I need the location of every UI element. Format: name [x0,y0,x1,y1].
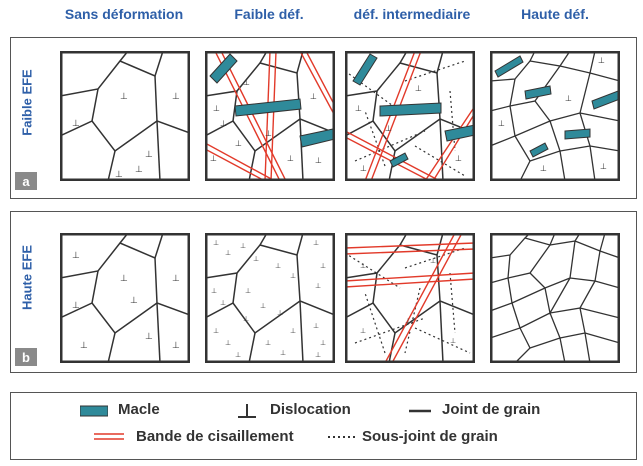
svg-text:⊥: ⊥ [455,154,462,163]
svg-text:⊥: ⊥ [235,139,242,148]
svg-text:⊥: ⊥ [135,165,143,175]
svg-text:⊥: ⊥ [220,299,227,307]
svg-text:⊥: ⊥ [235,351,242,359]
svg-text:⊥: ⊥ [315,282,322,290]
svg-text:⊥: ⊥ [565,94,572,103]
svg-text:⊥: ⊥ [313,239,320,247]
svg-text:⊥: ⊥ [405,317,412,325]
row-label-faible-efe: Faible EFE [19,69,35,136]
svg-text:⊥: ⊥ [220,119,227,128]
svg-text:⊥: ⊥ [80,341,88,351]
grain-square-b-sans-deformation [60,233,190,363]
svg-text:⊥: ⊥ [115,170,123,180]
svg-text:⊥: ⊥ [360,164,367,173]
svg-text:⊥: ⊥ [498,119,505,128]
svg-text:⊥: ⊥ [72,251,80,261]
legend-dislocation-label: Dislocation [270,401,351,418]
svg-text:⊥: ⊥ [355,104,362,113]
svg-text:⊥: ⊥ [290,272,297,280]
svg-text:⊥: ⊥ [287,154,294,163]
svg-text:⊥: ⊥ [310,92,317,101]
svg-text:⊥: ⊥ [240,242,247,250]
svg-text:⊥: ⊥ [275,262,282,270]
svg-text:⊥: ⊥ [213,239,220,247]
svg-text:⊥: ⊥ [360,327,367,335]
svg-text:⊥: ⊥ [360,262,367,270]
sous-joint-de-grain-line [328,434,356,440]
svg-text:⊥: ⊥ [172,341,180,351]
svg-text:⊥: ⊥ [120,92,128,102]
svg-text:⊥: ⊥ [210,154,217,163]
column-heading-faible-def: Faible déf. [234,6,304,22]
svg-text:⊥: ⊥ [213,104,220,113]
panel-tag-b: b [15,348,37,366]
svg-text:⊥: ⊥ [540,164,547,173]
svg-text:⊥: ⊥ [598,56,605,65]
svg-text:⊥: ⊥ [320,339,327,347]
svg-text:⊥: ⊥ [172,92,180,102]
svg-text:⊥: ⊥ [600,162,607,171]
macle-swatch [80,405,108,417]
svg-text:⊥: ⊥ [225,249,232,257]
grain-square-b-faible-def [205,233,335,363]
grain-square-a-haute-def [490,51,620,181]
svg-text:⊥: ⊥ [320,262,327,270]
row-label-haute-efe: Haute EFE [19,245,35,311]
svg-text:⊥: ⊥ [172,274,180,284]
grain-square-b-haute-def [490,233,620,363]
legend-sous-joint-de-grain-label: Sous-joint de grain [362,428,498,445]
column-heading-sans-deformation: Sans déformation [64,6,184,22]
svg-text:⊥: ⊥ [145,150,153,160]
svg-text:⊥: ⊥ [313,322,320,330]
grain-square-a-faible-def [205,51,335,181]
svg-text:⊥: ⊥ [145,332,153,342]
legend-bande-de-cisaillement-label: Bande de cisaillement [136,428,294,445]
svg-text:⊥: ⊥ [385,124,392,133]
svg-text:⊥: ⊥ [260,302,267,310]
svg-text:⊥: ⊥ [120,274,128,284]
svg-text:⊥: ⊥ [130,296,138,306]
grain-square-b-def-intermediaire [345,233,475,363]
svg-text:⊥: ⊥ [265,129,272,138]
grain-square-a-def-intermediaire [345,51,475,181]
svg-text:⊥: ⊥ [315,351,322,359]
svg-text:⊥: ⊥ [213,327,220,335]
svg-text:⊥: ⊥ [277,309,284,317]
bande-de-cisaillement-line [94,432,124,442]
svg-text:⊥: ⊥ [450,337,457,345]
svg-text:⊥: ⊥ [280,349,287,357]
svg-text:⊥: ⊥ [315,156,322,165]
svg-text:⊥: ⊥ [243,78,250,87]
svg-text:⊥: ⊥ [72,301,80,311]
grain-square-a-sans-deformation [60,51,190,181]
svg-text:⊥: ⊥ [290,327,297,335]
svg-text:⊥: ⊥ [430,257,437,265]
panel-tag-a: a [15,172,37,190]
svg-text:⊥: ⊥ [265,339,272,347]
svg-text:⊥: ⊥ [245,287,252,295]
legend-macle-label: Macle [118,401,160,418]
svg-text:⊥: ⊥ [72,119,80,129]
svg-text:⊥: ⊥ [243,315,250,323]
svg-text:⊥: ⊥ [253,255,260,263]
column-heading-def-intermediaire: déf. intermediaire [353,6,471,22]
svg-text:⊥: ⊥ [225,339,232,347]
joint-de-grain-line [409,408,431,414]
svg-text:⊥: ⊥ [211,287,218,295]
dislocation-symbol [236,402,258,420]
legend-joint-de-grain-label: Joint de grain [442,401,541,418]
svg-text:⊥: ⊥ [415,84,422,93]
column-heading-haute-def: Haute déf. [521,6,589,22]
